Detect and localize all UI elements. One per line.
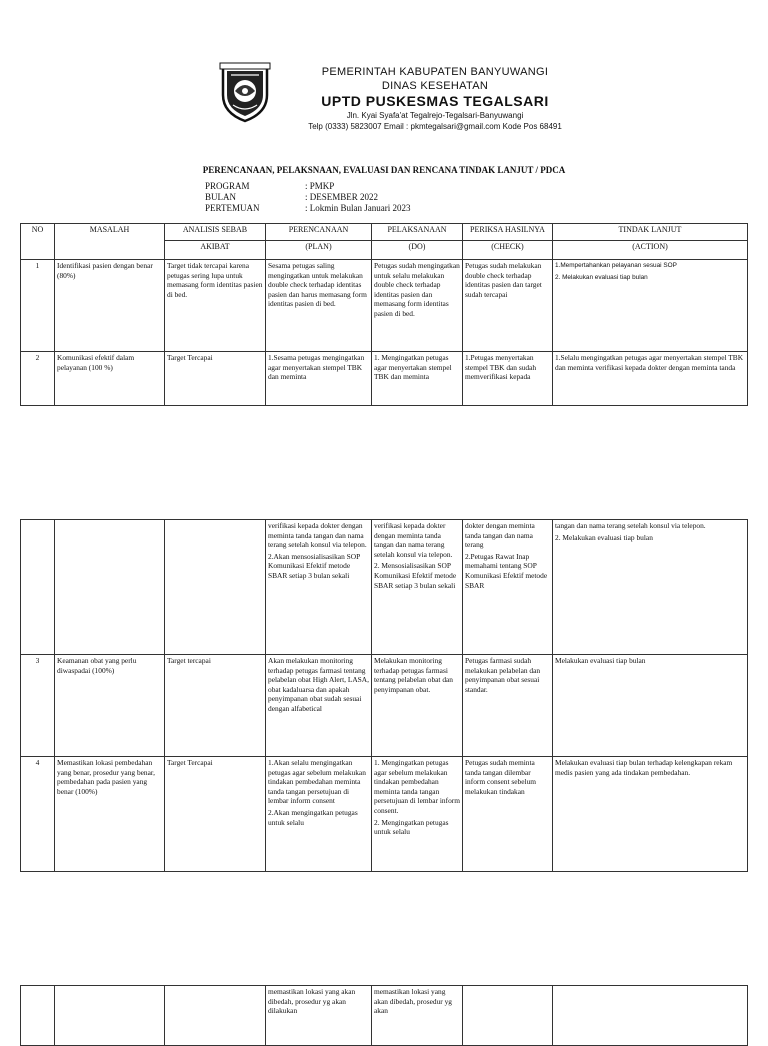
row-analisis: Target Tercapai [165,352,266,406]
meta-value: : DESEMBER 2022 [305,192,379,202]
row-plan [266,520,372,655]
letterhead-institution: UPTD PUSKESMAS TEGALSARI [321,93,549,109]
letterhead-address: Jln. Kyai Syafa'at Tegalrejo-Tegalsari-Banyuwangi [346,111,524,120]
meta-value: : PMKP [305,181,335,191]
row-do [372,520,463,655]
action-item: tangan dan nama terang setelah konsul via telepon. [555,521,706,530]
row-masalah: Identifikasi pasien dengan benar (80%) [55,260,165,352]
meta-row-program [205,181,411,192]
do-item: 1. Mengingatkan petugas agar sebelum melakukan tindakan pembedahan meminta tanda tangan persetujuan di lembar inform consent. [374,758,460,815]
header-plan: (PLAN) [266,241,372,260]
header-tindak-lanjut: TINDAK LANJUT [553,224,748,241]
header-analisis: ANALISIS SEBAB [165,224,266,241]
table-row [21,757,748,872]
pdca-table-page2 [20,519,748,872]
plan-item: 2.Akan mengingatkan petugas untuk selalu [268,807,358,827]
row-analisis [165,520,266,655]
row-no [21,520,55,655]
row-masalah: Memastikan lokasi pembedahan yang benar, prosedur yang benar, pembedahan pada pasien yang benar (100%) [55,757,165,872]
row-no: 4 [21,757,55,872]
meta-row-bulan [205,192,411,203]
row-masalah: Keamanan obat yang perlu diwaspadai (100%) [55,655,165,757]
meta-value: : Lokmin Bulan Januari 2023 [305,203,411,213]
header-masalah: MASALAH [55,224,165,260]
header-pelaksanaan: PELAKSANAAN [372,224,463,241]
row-do: Melakukan monitoring terhadap petugas farmasi tentang pelabelan obat dan penyimpanan obat. [372,655,463,757]
letterhead-department: DINAS KESEHATAN [381,80,489,92]
table-row [21,352,748,406]
do-item: verifikasi kepada dokter dengan meminta tanda tangan dan nama terang setelah konsul via telepon. [374,521,453,559]
meta-row-pertemuan [205,203,411,214]
meta-key: PERTEMUAN [205,203,260,213]
header-akibat: AKIBAT [165,241,266,260]
pdca-table-page3 [20,985,748,1046]
plan-item: verifikasi kepada dokter dengan meminta tanda tangan dan nama terang setelah konsul via telepon. [268,521,367,550]
check-item: 2.Petugas Rawat Inap memahami tentang SOP Komunikasi Efektif metode SBAR [465,551,548,590]
meta-key: BULAN [205,192,236,202]
row-plan: memastikan lokasi yang akan dibedah, prosedur yg akan dilakukan [266,986,372,1046]
row-plan: Sesama petugas saling mengingatkan untuk melakukan double check terhadap identitas pasien dan harus memasang form identitas pasien di bed. [266,260,372,352]
document-title: PERENCANAAN, PELAKSNAAN, EVALUASI DAN RENCANA TINDAK LANJUT / PDCA [202,165,566,175]
row-plan: Akan melakukan monitoring terhadap petugas farmasi tentang pelabelan obat High Alert, LASA, obat kadaluarsa dan apakah penyimpanan obat sudah sesuai dengan alfabetical [266,655,372,757]
row-action [553,986,748,1046]
letterhead-government: PEMERINTAH KABUPATEN BANYUWANGI [321,66,549,78]
row-check: Petugas sudah melakukan double check terhadap identitas pasien dan target sudah tercapai [463,260,553,352]
row-check [463,986,553,1046]
row-masalah [55,520,165,655]
row-analisis: Target tercapai [165,655,266,757]
header-periksa: PERIKSA HASILNYA [463,224,553,241]
table-row [21,520,748,655]
row-action [553,520,748,655]
row-do: memastikan lokasi yang akan dibedah, prosedur yg akan [372,986,463,1046]
row-no: 1 [21,260,55,352]
do-item: 2. Mengingatkan petugas untuk selalu [374,817,449,837]
table-row [21,655,748,757]
header-check: (CHECK) [463,241,553,260]
header-no: NO [21,224,55,260]
row-do [372,757,463,872]
row-no: 3 [21,655,55,757]
header-action: (ACTION) [553,241,748,260]
table-row [21,986,748,1046]
banyuwangi-regency-emblem-icon [219,61,271,123]
row-action: Melakukan evaluasi tiap bulan terhadap kelengkapan rekam medis pasien yang ada tindakan pembedahan. [553,757,748,872]
row-no: 2 [21,352,55,406]
meta-key: PROGRAM [205,181,250,191]
row-masalah [55,986,165,1046]
check-item: dokter dengan meminta tanda tangan dan nama terang [465,521,535,550]
row-action: 1.Selalu mengingatkan petugas agar menyertakan stempel TBK dan meminta verifikasi kepada dokter dengan meminta tanda [553,352,748,406]
row-masalah: Komunikasi efektif dalam pelayanan (100 %) [55,352,165,406]
header-perencanaan: PERENCANAAN [266,224,372,241]
row-check: Petugas farmasi sudah melakukan pelabelan dan penyimpanan obat sesuai standar. [463,655,553,757]
row-plan: 1.Sesama petugas mengingatkan agar menyertakan stempel TBK dan meminta [266,352,372,406]
row-check: 1.Petugas menyertakan stempel TBK dan sudah memverifikasi kepada [463,352,553,406]
do-item: 2. Mensosialisasikan SOP Komunikasi Efektif metode SBAR setiap 3 bulan sekali [374,561,457,590]
row-action: Melakukan evaluasi tiap bulan [553,655,748,757]
row-analisis: Target tidak tercapai karena petugas sering lupa untuk memasang form identitas pasien di bed. [165,260,266,352]
plan-item: 2.Akan mensosialisasikan SOP Komunikasi Efektif metode SBAR setiap 3 bulan sekali [268,551,360,580]
row-do: Petugas sudah mengingatkan untuk selalu melakukan double check terhadap identitas pasien dan memasang form identitas pasien di bed. [372,260,463,352]
row-plan [266,757,372,872]
header-do: (DO) [372,241,463,260]
row-analisis: Target Tercapai [165,757,266,872]
table-row [21,260,748,352]
action-item: 2. Melakukan evaluasi tiap bulan [555,273,648,281]
row-check: Petugas sudah meminta tanda tangan dilembar inform consent sebelum melakukan tindakan [463,757,553,872]
row-check [463,520,553,655]
pdca-table-page1 [20,223,748,406]
row-action [553,260,748,352]
action-item: 2. Melakukan evaluasi tiap bulan [555,532,653,542]
row-analisis [165,986,266,1046]
row-no [21,986,55,1046]
row-do: 1. Mengingatkan petugas agar menyertakan stempel TBK dan meminta [372,352,463,406]
letterhead-contact: Telp (0333) 5823007 Email : pkmtegalsari@gmail.com Kode Pos 68491 [308,122,562,131]
program-meta [205,181,411,214]
plan-item: 1.Akan selalu mengingatkan petugas agar sebelum melakukan tindakan pembedahan meminta tanda tangan persetujuan di lembar inform consent [268,758,366,806]
action-item: 1.Mempertahankan pelayanan sesuai SOP [555,262,677,269]
